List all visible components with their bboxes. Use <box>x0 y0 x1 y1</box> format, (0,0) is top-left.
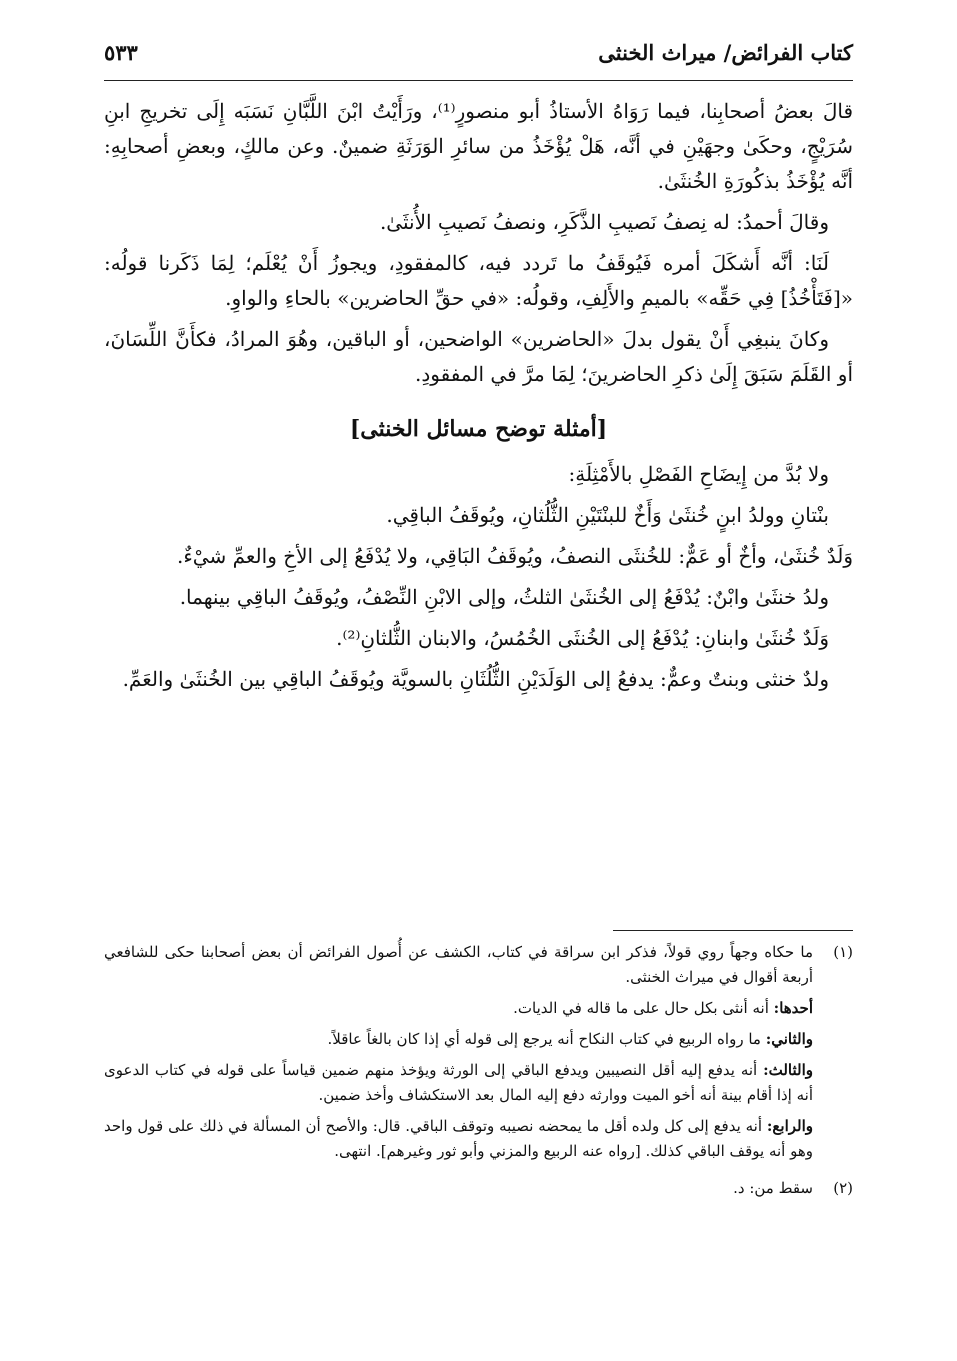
paragraph: قالَ بعضُ أصحابِنا، فيما رَوَاهُ الأستاذُ أبو منصورٍ⁽¹⁾، ورَأَيْتُ ابْنَ اللَّبَّانِ نَسَبَه إِلَى تخريجِ ابنِ سُرَيْجٍ، وحكَىٰ وجهَيْنِ في أنَّه، هَلْ يُؤْخَذُ من سائرِ الوَرَثَةِ ضمينٌ. وعن مالكٍ، وبعضِ أصحابِهِ: أنَّه يُؤْخَذُ بذكُورَةِ الخُنثَىٰ. <box>104 99 853 193</box>
footnote-text: أنه أنثى بكل حال على ما قاله في الديات. <box>513 999 774 1017</box>
footnote <box>104 940 853 1170</box>
footnote-paragraph <box>104 1176 813 1201</box>
footnote-text: ما حكاه وجهاً روي قولاً، فذكر ابن سراقة في كتاب، الكشف عن أُصول الفرائض أن بعض أصحابنا حكى للشافعي أربعة أقوال في ميراث الخنثى. <box>104 943 813 986</box>
footnote-text: أنه يدفع إليه أقل النصيبين ويدفع الباقي إلى الورثة ويؤخذ منهم ضمين قياساً على قوله في كتاب الدعوى أنه إذا أقام بينة أنه أخو الميت ووارثه دفع إليه المال بعد الاستكشاف وأخذ ضمين. <box>104 1061 813 1104</box>
footnotes <box>104 940 853 1213</box>
footnote-lead: أحدها: <box>773 999 813 1017</box>
footnote-paragraph <box>104 996 813 1021</box>
footnote-paragraph <box>104 1027 813 1052</box>
footnote-paragraph <box>104 1058 813 1108</box>
header-rule <box>104 80 853 81</box>
footnote-text: ما رواه الربيع في كتاب النكاح أنه يرجع إلى قوله أي إذا كان بالغاً عاقلاً. <box>327 1030 766 1048</box>
footnote <box>104 1176 853 1207</box>
footnote-lead: والرابع: <box>766 1117 813 1135</box>
paragraph: ولدُ خنثَىٰ وابْنٌ: يُدْفَعُ إلى الخُنثَىٰ الثلثُ، وإلى الابْنِ النِّصْفُ، ويُوقَفُ الباقِي بينهما. <box>179 585 829 609</box>
footnote-body <box>104 1176 813 1207</box>
footnote-number: (١) <box>833 943 853 961</box>
paragraph: لَنَا: أنَّه أَشكَلَ أمره فَيُوقَفُ ما تَردد فيه، كالمفقودِ، ويجوزُ أَنْ يُعْلَم؛ لِمَا ذَكَرنا قولُه: «[فَتَأْخُذُ] فِي حَقِّه» بالميمِ والأَلِفِ، وقولُه: «في حقِّ الحاضرين» بالحاءِ والواوِ. <box>104 251 853 310</box>
footnote-paragraph <box>104 940 813 990</box>
footnote-text: أنه يدفع إلى كل ولده أقل ما يمحضه نصيبه وتوقف الباقي. قال: والأصح أن المسألة في ذلك على قول واحد وهو أنه يوقف الباقي كذلك. [رواه عنه الربيع والمزني وأبو ثور وغيرهم]. انتهى. <box>104 1117 813 1160</box>
footnote-lead: والثاني: <box>765 1030 813 1048</box>
paragraph: وَلَدٌ خُنثَىٰ، وأخٌ أو عَمٌّ: للخُنثَى النصفُ، ويُوقَفُ البَاقِي، ولا يُدْفَعُ إلى الأخِ والعمِّ شيْءٌ. <box>177 544 853 568</box>
paragraph: بنْتانِ وولدُ ابنٍ خُنثَىٰ وَأَخٌ للبنْتَيْنِ الثُّلُثانِ، ويُوقَفُ الباقِي. <box>386 503 829 527</box>
paragraph: وقالَ أحمدُ: له نِصفُ نَصيبِ الذَّكَرِ، ونصفُ نَصيبِ الأُنثَىٰ. <box>379 210 829 234</box>
page-header <box>104 40 853 76</box>
footnote-number: (٢) <box>833 1179 853 1197</box>
footnote-body <box>104 940 813 1170</box>
paragraph: وكانَ ينبغِي أَنْ يقول بدلَ «الحاضرين» الواضحين، أو الباقين، وهُوَ المرادُ، فكأَنَّ اللِّسَانَ، أو القَلَمَ سَبَقَ إِلَىٰ ذكرِ الحاضرينَ؛ لِمَا مرَّ في المفقودِ. <box>104 327 853 386</box>
main-text <box>104 94 853 703</box>
paragraph: ولدٌ خنثى وبنتٌ وعمٌّ: يدفعُ إلى الوَلَدَيْنِ الثُّلُثَانِ بالسويَّة ويُوقَفُ الباقِي بين الخُنثَىٰ والعَمِّ. <box>122 667 829 691</box>
running-title: كتاب الفرائض/ ميراث الخنثى <box>598 40 853 65</box>
paragraph: وَلَدٌ خُنثَىٰ وابنانِ: يُدْفَعُ إلى الخُنثَى الخُمُسُ، والابنان الثُّلثانِ⁽²⁾. <box>336 626 829 650</box>
footnote-paragraph <box>104 1114 813 1164</box>
page-number: ٥٣٣ <box>104 40 138 65</box>
footnote-text: سقط من: د. <box>733 1179 813 1197</box>
footnote-rule <box>613 930 853 931</box>
paragraph: ولا بُدَّ من إِيضَاحِ الفَصْلِ بالأَمْثِلَةِ: <box>568 462 829 486</box>
footnote-lead: والثالث: <box>763 1061 813 1079</box>
section-heading: [أمثلة توضح مسائل الخنثى] <box>349 416 608 442</box>
